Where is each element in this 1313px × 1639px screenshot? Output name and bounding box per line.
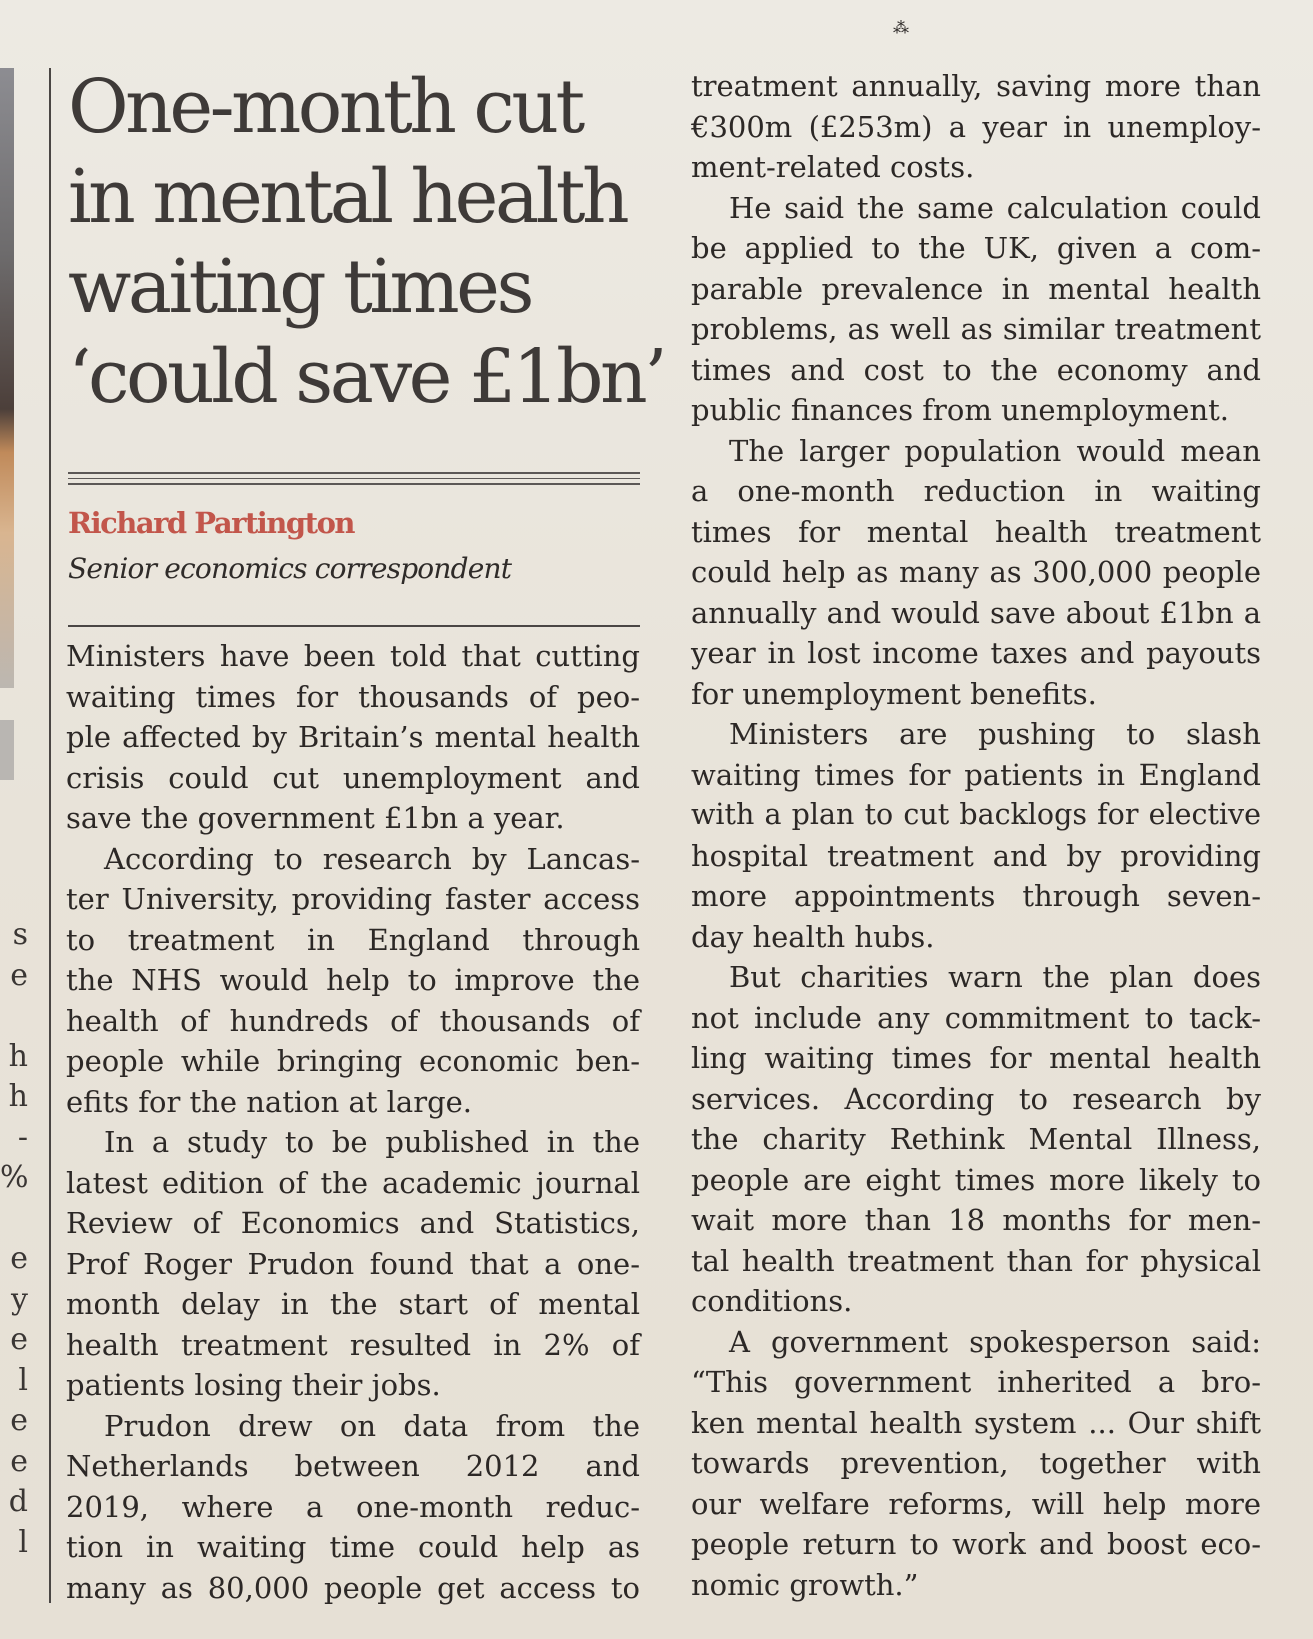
text-line: people are eight times more likely to bbox=[691, 1162, 1261, 1197]
text-line: waiting times for patients in England bbox=[691, 757, 1261, 792]
neighbor-fragment-char: d bbox=[8, 1484, 28, 1519]
text-line: problems, as well as similar treatment bbox=[691, 312, 1261, 346]
print-smudge: ⁂ bbox=[893, 18, 909, 37]
text-line: annually and would save about £1bn a bbox=[691, 595, 1261, 630]
neighbor-fragment-char: s bbox=[12, 917, 28, 952]
text-line: tion in waiting time could help as bbox=[66, 1530, 640, 1564]
text-line: efits for the nation at large. bbox=[66, 1084, 473, 1119]
text-line: health treatment resulted in 2% of bbox=[66, 1327, 640, 1362]
neighbor-fragment-char bbox=[0, 996, 28, 1037]
text-line: public finances from unemployment. bbox=[691, 393, 1229, 427]
text-line: Ministers have been told that cutting bbox=[66, 639, 640, 673]
text-line: Prudon drew on data from the bbox=[104, 1408, 640, 1443]
text-line: hospital treatment and by providing bbox=[691, 838, 1261, 873]
text-line: could help as many as 300,000 people bbox=[691, 555, 1261, 589]
text-line: towards prevention, together with bbox=[691, 1446, 1261, 1480]
text-line: people while bringing economic ben- bbox=[66, 1044, 640, 1078]
byline-role: Senior economics correspondent bbox=[68, 552, 512, 585]
text-line: Prof Roger Prudon found that a one- bbox=[66, 1246, 640, 1281]
text-line: Netherlands between 2012 and bbox=[66, 1449, 640, 1483]
neighbor-fragment-char: e bbox=[10, 1403, 28, 1438]
text-line: to treatment in England through bbox=[66, 922, 640, 957]
text-line: wait more than 18 months for men- bbox=[691, 1203, 1261, 1237]
text-line: day health hubs. bbox=[691, 919, 935, 954]
column-divider bbox=[49, 68, 51, 1603]
text-line: times and cost to the economy and bbox=[691, 352, 1261, 387]
text-line: crisis could cut unemployment and bbox=[66, 760, 640, 795]
neighbor-fragment-char: l bbox=[18, 1524, 28, 1560]
byline-author: Richard Partington bbox=[68, 506, 354, 540]
neighbor-fragment-char bbox=[0, 1199, 28, 1240]
text-line: be applied to the UK, given a com- bbox=[691, 231, 1261, 265]
text-line: for unemployment benefits. bbox=[691, 676, 1097, 711]
text-line: the charity Rethink Mental Illness, bbox=[691, 1122, 1261, 1156]
text-line: many as 80,000 people get access to bbox=[66, 1570, 640, 1605]
text-line: nomic growth.” bbox=[691, 1567, 919, 1602]
headline-line: waiting times bbox=[68, 244, 531, 330]
text-line: the NHS would help to improve the bbox=[66, 963, 640, 997]
text-line: Ministers are pushing to slash bbox=[729, 717, 1261, 751]
text-line: more appointments through seven- bbox=[691, 879, 1261, 913]
byline-rule bbox=[68, 625, 640, 627]
text-line: month delay in the start of mental bbox=[66, 1287, 640, 1321]
text-line: health of hundreds of thousands of bbox=[66, 1003, 640, 1038]
neighbor-fragment-char: l bbox=[18, 1362, 28, 1398]
text-line: a one-month reduction in waiting bbox=[691, 474, 1261, 508]
text-line: But charities warn the plan does bbox=[729, 960, 1261, 994]
neighbor-fragment-char: e bbox=[10, 957, 28, 993]
neighbor-column-fragment bbox=[0, 915, 28, 1563]
neighbor-fragment-char: h bbox=[8, 1038, 28, 1074]
text-line: ple affected by Britain’s mental health bbox=[66, 720, 640, 754]
neighbor-fragment-char: % bbox=[0, 1160, 29, 1195]
text-line: 2019, where a one-month reduc- bbox=[66, 1489, 640, 1524]
text-line: Review of Economics and Statistics, bbox=[66, 1206, 640, 1240]
text-line: people return to work and boost eco- bbox=[691, 1527, 1261, 1561]
text-line: treatment annually, saving more than bbox=[691, 69, 1261, 103]
article-column-1 bbox=[66, 636, 640, 1608]
text-line: tal health treatment than for physical bbox=[691, 1243, 1261, 1278]
text-line: In a study to be published in the bbox=[104, 1125, 640, 1159]
text-line: waiting times for thousands of peo- bbox=[66, 679, 640, 714]
neighbor-photo-edge bbox=[0, 68, 14, 688]
headline-line: in mental health bbox=[68, 154, 627, 240]
text-line: He said the same calculation could bbox=[729, 190, 1261, 225]
text-line: The larger population would mean bbox=[729, 433, 1261, 468]
text-line: save the government £1bn a year. bbox=[66, 801, 565, 835]
neighbor-fragment-char: - bbox=[17, 1119, 28, 1155]
text-line: services. According to research by bbox=[691, 1081, 1261, 1116]
text-line: ken mental health system ... Our shift bbox=[691, 1405, 1261, 1440]
text-line: latest edition of the academic journal bbox=[66, 1165, 640, 1200]
byline-separator bbox=[68, 472, 640, 489]
text-line: with a plan to cut backlogs for elective bbox=[691, 798, 1261, 831]
article-column-2 bbox=[691, 66, 1261, 1605]
text-line: “This government inherited a bro- bbox=[691, 1365, 1261, 1399]
text-line: ter University, providing faster access bbox=[66, 882, 640, 916]
neighbor-photo-edge-lower bbox=[0, 720, 14, 780]
text-line: parable prevalence in mental health bbox=[691, 271, 1261, 306]
text-line: A government spokesperson said: bbox=[729, 1324, 1261, 1359]
neighbor-fragment-char: e bbox=[10, 1443, 28, 1479]
neighbor-fragment-char: h bbox=[8, 1079, 28, 1114]
headline bbox=[68, 62, 665, 422]
headline-line: One-month cut bbox=[68, 64, 582, 150]
neighbor-fragment-char: y bbox=[11, 1281, 28, 1317]
text-line: ment-related costs. bbox=[691, 150, 975, 184]
text-line: patients losing their jobs. bbox=[66, 1368, 441, 1402]
text-line: year in lost income taxes and payouts bbox=[691, 636, 1261, 670]
text-line: According to research by Lancas- bbox=[104, 841, 640, 876]
text-line: conditions. bbox=[691, 1284, 853, 1318]
neighbor-fragment-char: e bbox=[10, 1241, 28, 1276]
text-line: €300m (£253m) a year in unemploy- bbox=[691, 109, 1261, 144]
text-line: our welfare reforms, will help more bbox=[691, 1486, 1261, 1521]
text-line: ling waiting times for mental health bbox=[691, 1041, 1261, 1075]
text-line: not include any commitment to tack- bbox=[691, 1000, 1261, 1035]
text-line: times for mental health treatment bbox=[691, 514, 1261, 549]
headline-line: ‘could save £1bn’ bbox=[68, 334, 665, 420]
neighbor-fragment-char: e bbox=[10, 1322, 28, 1357]
